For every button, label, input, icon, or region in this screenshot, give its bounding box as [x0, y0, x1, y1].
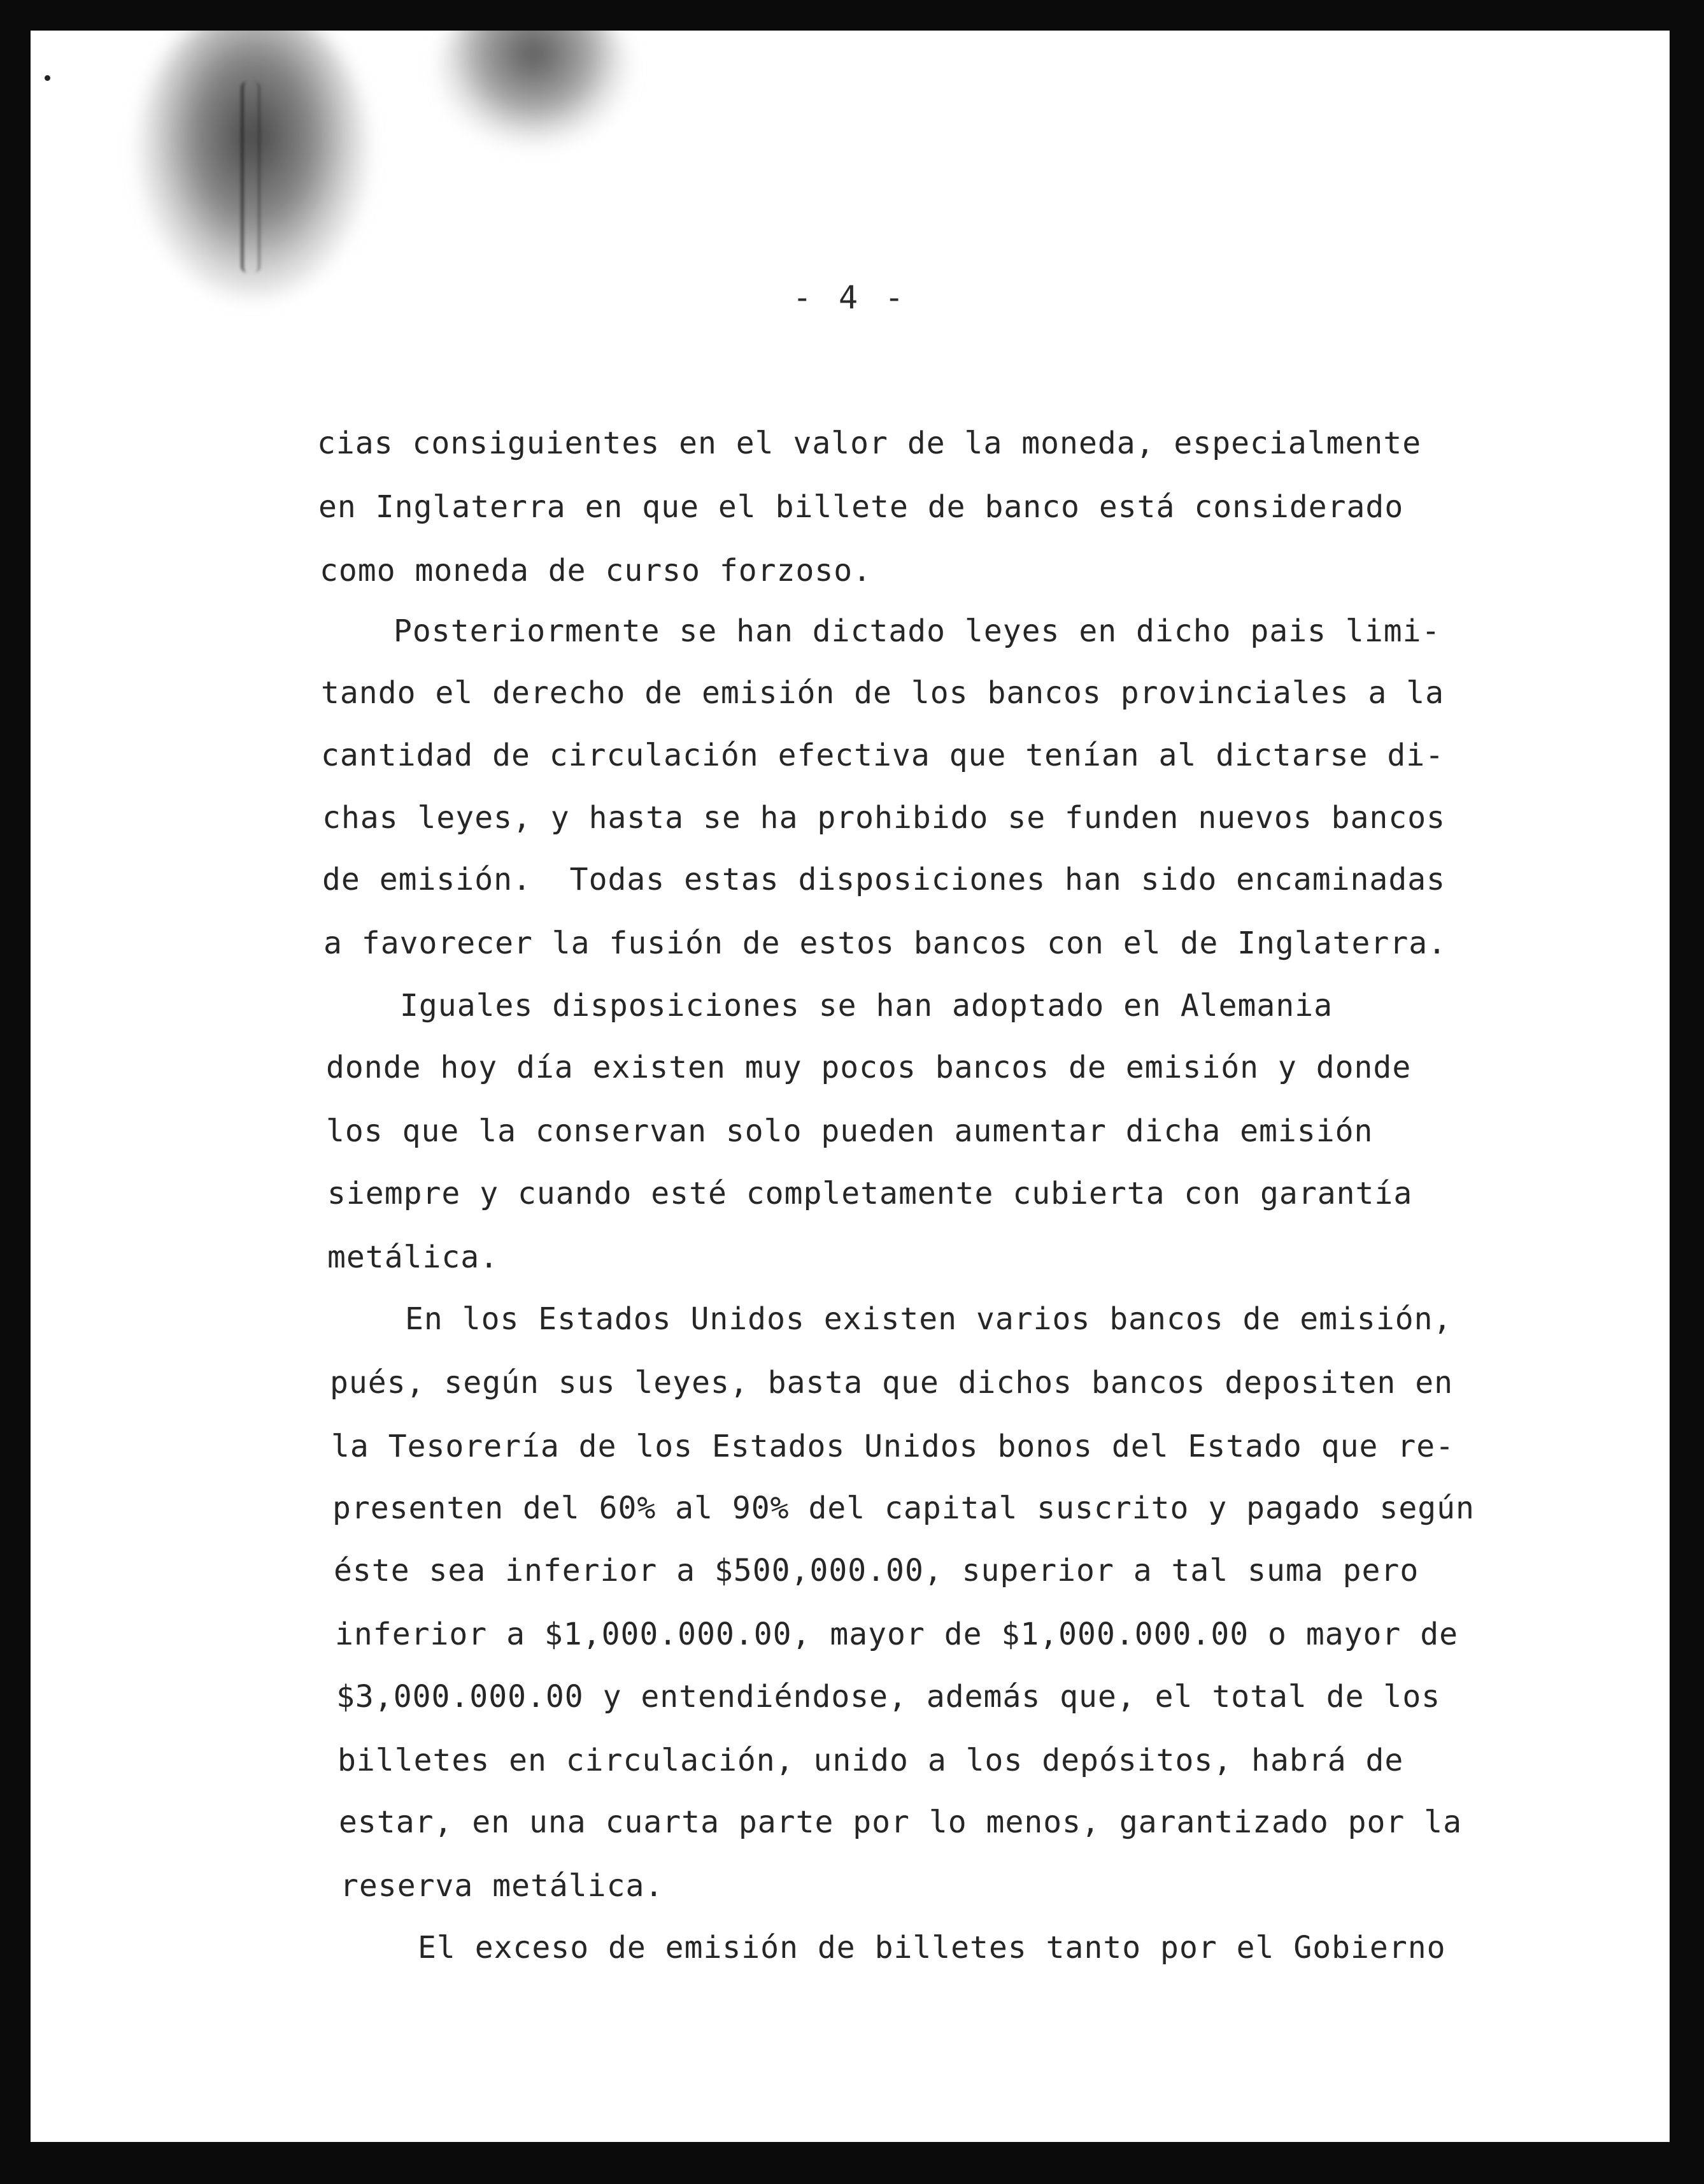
- ink-stain: [438, 31, 629, 145]
- text-line: éste sea inferior a $500,000.00, superior a tal suma pero: [334, 1553, 1419, 1588]
- text-line: como moneda de curso forzoso.: [320, 553, 872, 589]
- text-line: reserva metálica.: [340, 1868, 664, 1904]
- text-line: chas leyes, y hasta se ha prohibido se funden nuevos bancos: [322, 800, 1446, 836]
- text-line: tando el derecho de emisión de los bancos provinciales a la: [321, 675, 1445, 711]
- text-line: cantidad de circulación efectiva que tenían al dictarse di-: [321, 738, 1445, 773]
- text-line: Iguales disposiciones se han adoptado en Alemania: [400, 988, 1333, 1024]
- text-line: El exceso de emisión de billetes tanto por el Gobierno: [418, 1930, 1446, 1966]
- text-line: estar, en una cuarta parte por lo menos, garantizado por la: [339, 1804, 1463, 1840]
- text-line: inferior a $1,000.000.00, mayor de $1,000.000.00 o mayor de: [335, 1617, 1459, 1652]
- document-page: [31, 31, 1670, 2142]
- text-line: Posteriormente se han dictado leyes en dicho pais limi-: [394, 613, 1441, 649]
- text-line: pués, según sus leyes, basta que dichos bancos depositen en: [330, 1365, 1454, 1401]
- ink-dot: [45, 75, 50, 81]
- page-number: - 4 -: [792, 279, 908, 316]
- text-line: a favorecer la fusión de estos bancos con el de Inglaterra.: [323, 925, 1447, 961]
- text-line: En los Estados Unidos existen varios bancos de emisión,: [405, 1301, 1452, 1337]
- text-line: la Tesorería de los Estados Unidos bonos del Estado que re-: [331, 1429, 1455, 1464]
- text-line: en Inglaterra en que el billete de banco está considerado: [318, 489, 1404, 525]
- text-line: los que la conservan solo pueden aumentar dicha emisión: [326, 1113, 1374, 1149]
- text-line: presenten del 60% al 90% del capital suscrito y pagado según: [332, 1490, 1475, 1526]
- text-line: siempre y cuando esté completamente cubierta con garantía: [327, 1176, 1413, 1211]
- text-line: $3,000.000.00 y entendiéndose, además que, el total de los: [336, 1679, 1441, 1715]
- text-line: cias consiguientes en el valor de la moneda, especialmente: [317, 425, 1422, 461]
- text-line: de emisión. Todas estas disposiciones han sido encaminadas: [322, 862, 1446, 897]
- text-line: billetes en circulación, unido a los depósitos, habrá de: [337, 1743, 1404, 1778]
- ink-stain-streak: [241, 82, 260, 273]
- text-line: donde hoy día existen muy pocos bancos de emisión y donde: [326, 1050, 1412, 1085]
- text-line: metálica.: [327, 1239, 499, 1275]
